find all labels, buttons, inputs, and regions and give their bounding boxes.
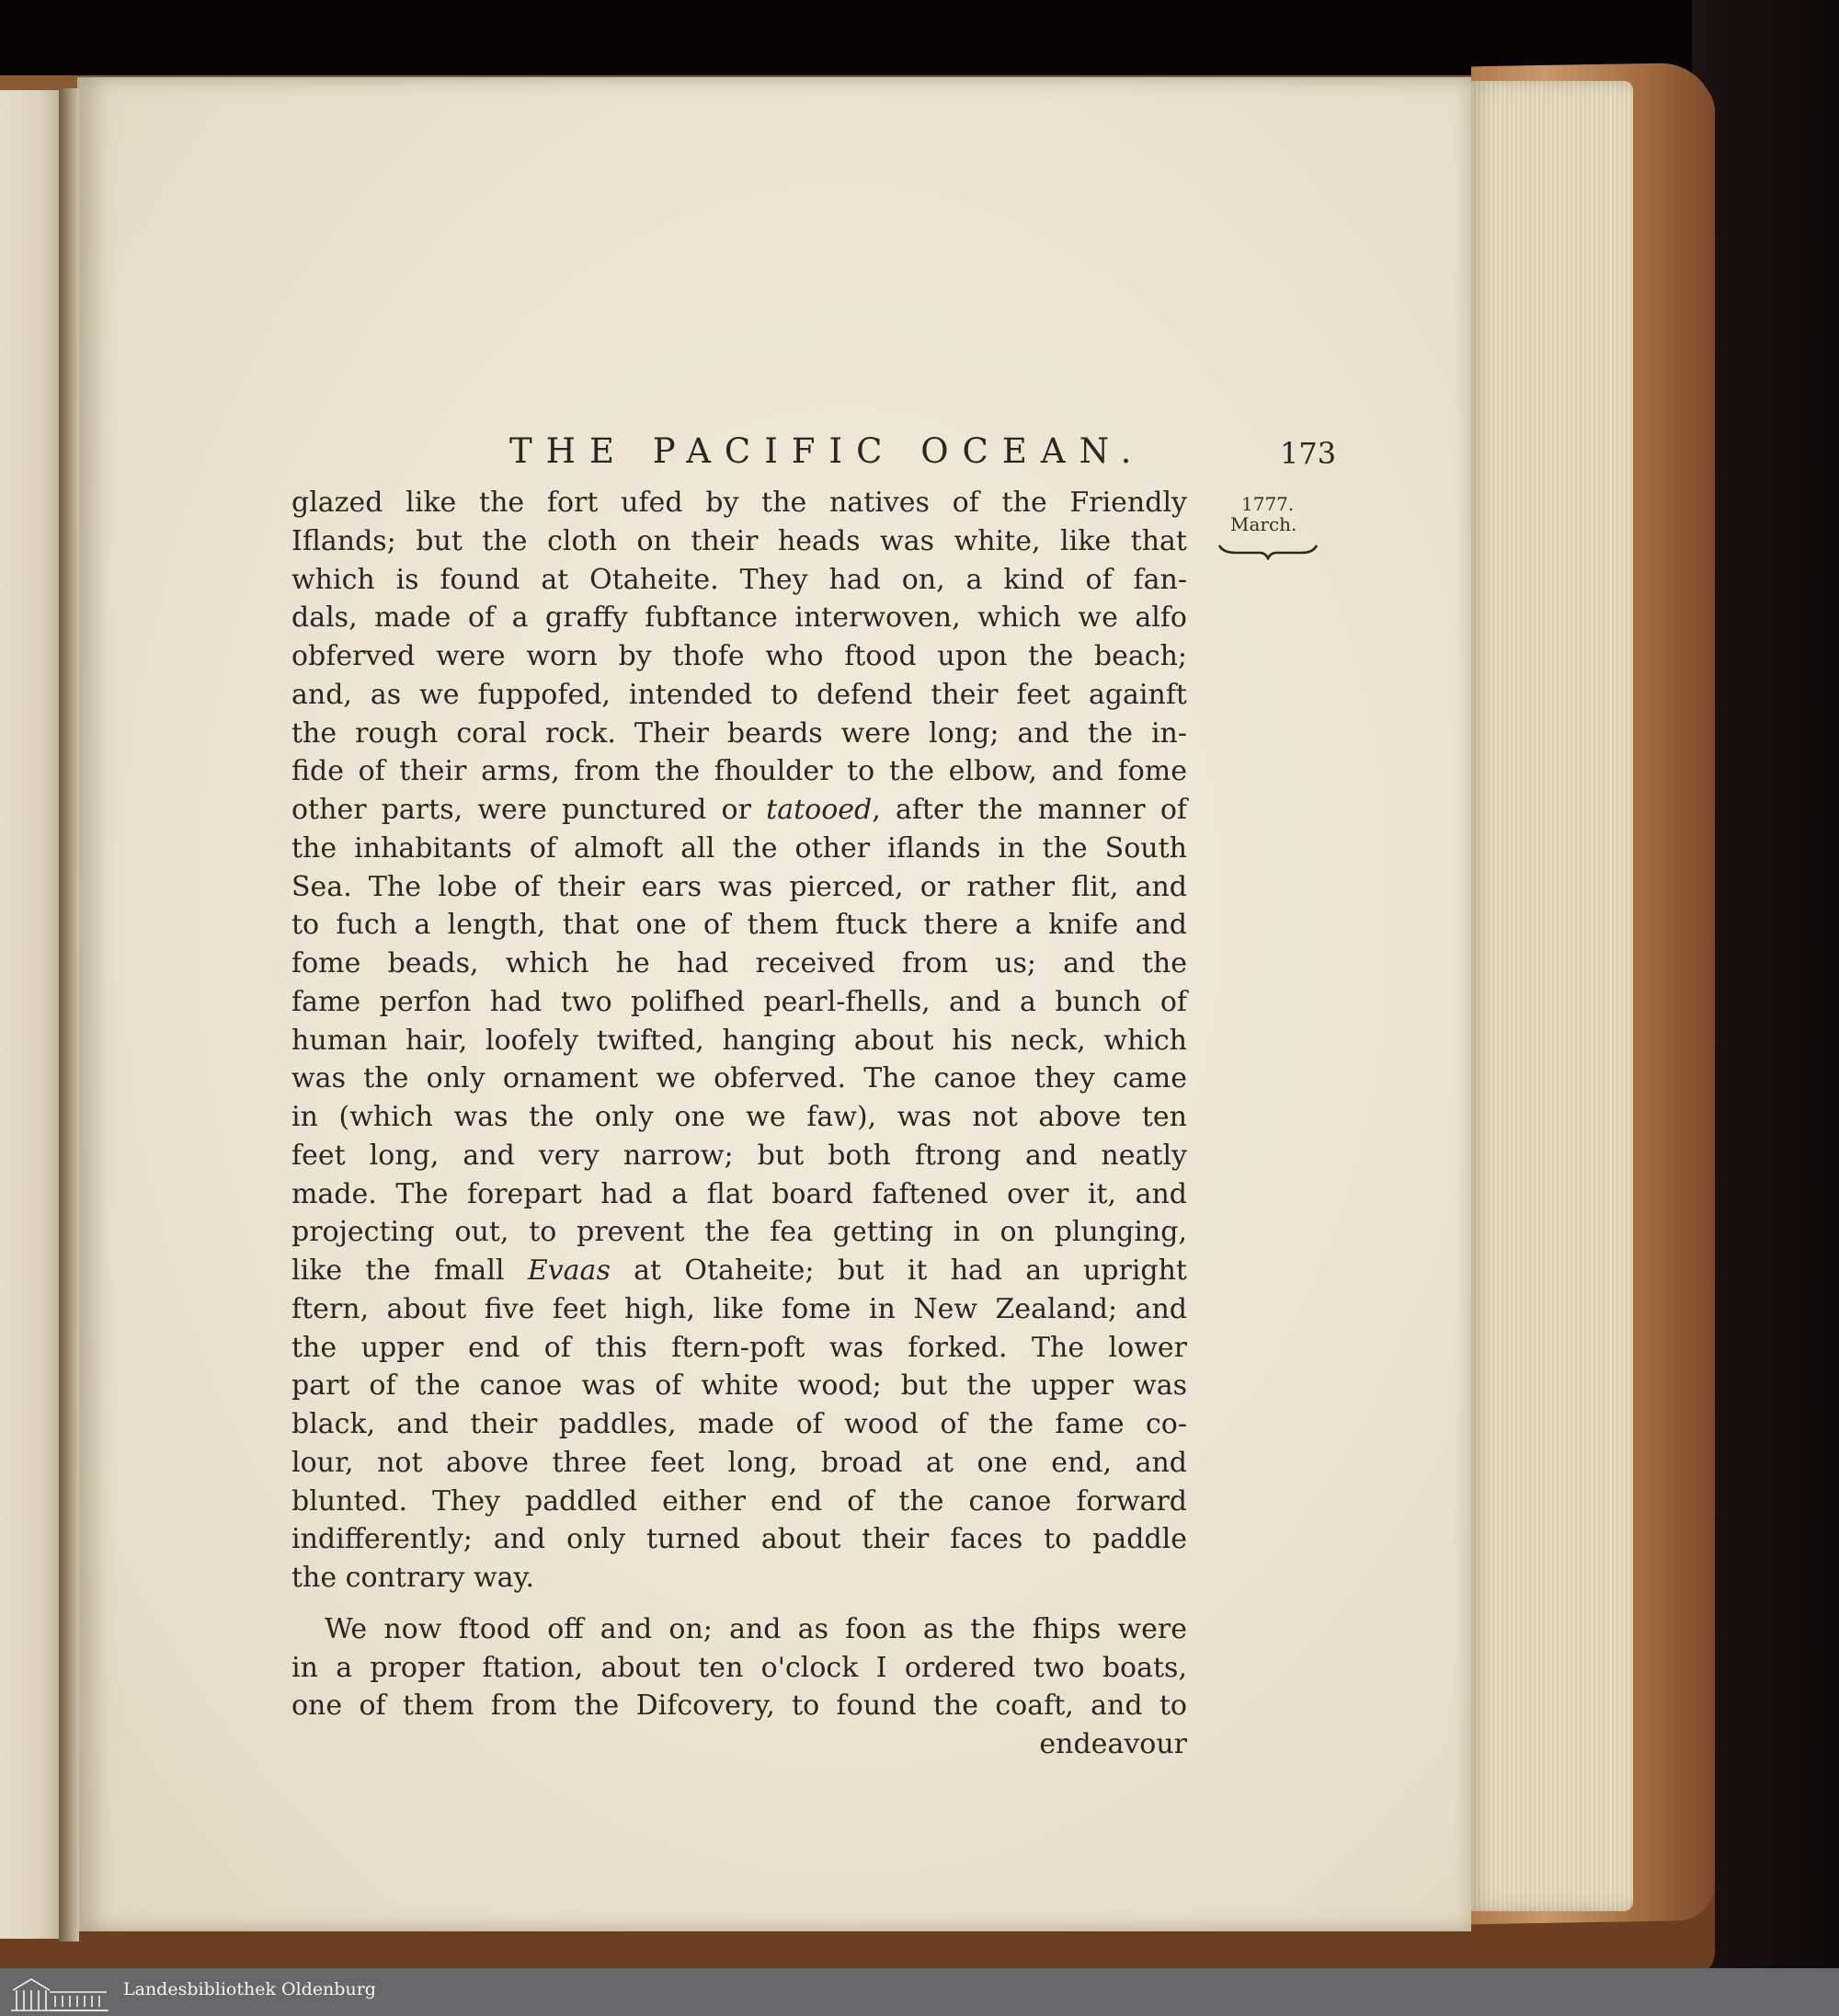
text-line: one of them from the Difcovery, to found the coaft, and to: [291, 1690, 1187, 1723]
text-line: was the only ornament we obferved. The canoe they came: [291, 1062, 1187, 1095]
text-line: ftern, about five feet high, like fome in New Zealand; and: [291, 1292, 1187, 1325]
text-line: [291, 791, 1187, 830]
text-run: like the fmall: [291, 1254, 528, 1287]
marginal-year: 1777.: [1241, 493, 1295, 515]
text-line: fame perfon had two polifhed pearl-fhells, and a bunch of: [291, 985, 1187, 1018]
page-number: 173: [1280, 436, 1337, 471]
text-line: in a proper ftation, about ten o'clock I ordered two boats,: [291, 1651, 1187, 1684]
text-line: glazed like the fort ufed by the natives of the Friendly: [291, 487, 1187, 519]
text-line: human hair, loofely twifted, hanging about his neck, which: [291, 1024, 1187, 1057]
text-line: the rough coral rock. Their beards were long; and the in-: [291, 716, 1187, 750]
text-run: , after the manner of: [872, 794, 1188, 826]
running-head: THE PACIFIC OCEAN.: [509, 431, 1146, 471]
body-text: [291, 484, 1187, 1764]
marginal-brace: [1217, 540, 1319, 560]
library-name: Landesbibliothek Oldenburg: [123, 1979, 376, 1999]
text-line: the contrary way.: [291, 1562, 535, 1594]
page-fore-edge: [1468, 81, 1633, 1911]
text-line: indifferently; and only turned about their faces to paddle: [291, 1523, 1187, 1556]
left-page-strip: [0, 90, 66, 1939]
library-logo-icon: [9, 1976, 110, 2012]
text-line: black, and their paddles, made of wood of the fame co-: [291, 1408, 1187, 1440]
text-line: in (which was the only one we faw), was not above ten: [291, 1101, 1187, 1133]
text-line: projecting out, to prevent the fea getting in on plunging,: [291, 1216, 1187, 1249]
text-line: feet long, and very narrow; but both ftrong and neatly: [291, 1139, 1187, 1172]
right-page: [77, 77, 1471, 1931]
marginal-month: March.: [1230, 513, 1297, 535]
text-line: fide of their arms, from the fhoulder to the elbow, and fome: [291, 755, 1187, 788]
text-line: part of the canoe was of white wood; but the upper was: [291, 1369, 1187, 1403]
text-line: fome beads, which he had received from us; and the: [291, 947, 1187, 979]
text-line: the inhabitants of almoft all the other iflands in the South: [291, 831, 1187, 865]
text-line: [291, 1252, 1187, 1290]
book-gutter: [59, 88, 79, 1942]
text-line: obferved were worn by thofe who ftood upon the beach;: [291, 640, 1187, 672]
text-line: Sea. The lobe of their ears was pierced, or rather flit, and: [291, 870, 1187, 903]
text-line: made. The forepart had a flat board faftened over it, and: [291, 1177, 1187, 1210]
text-line: and, as we fuppofed, intended to defend their feet againft: [291, 678, 1187, 711]
text-line: We now ftood off and on; and as foon as the fhips were: [325, 1612, 1187, 1645]
italic-word: Evaas: [527, 1254, 611, 1287]
text-line: blunted. They paddled either end of the canoe forward: [291, 1484, 1187, 1518]
text-line: to fuch a length, that one of them ftuck there a knife and: [291, 909, 1187, 942]
text-line: dals, made of a graffy fubftance interwoven, which we alfo: [291, 601, 1187, 635]
italic-word: tatooed: [766, 794, 873, 826]
text-line: the upper end of this ftern-poft was forked. The lower: [291, 1331, 1187, 1364]
text-line: Iflands; but the cloth on their heads was white, like that: [291, 524, 1187, 557]
text-line: lour, not above three feet long, broad at one end, and: [291, 1446, 1187, 1479]
catchword: endeavour: [1039, 1728, 1187, 1760]
text-run: other parts, were punctured or: [291, 794, 767, 826]
text-run: at Otaheite; but it had an upright: [610, 1254, 1187, 1287]
text-line: which is found at Otaheite. They had on, a kind of fan-: [291, 563, 1187, 596]
